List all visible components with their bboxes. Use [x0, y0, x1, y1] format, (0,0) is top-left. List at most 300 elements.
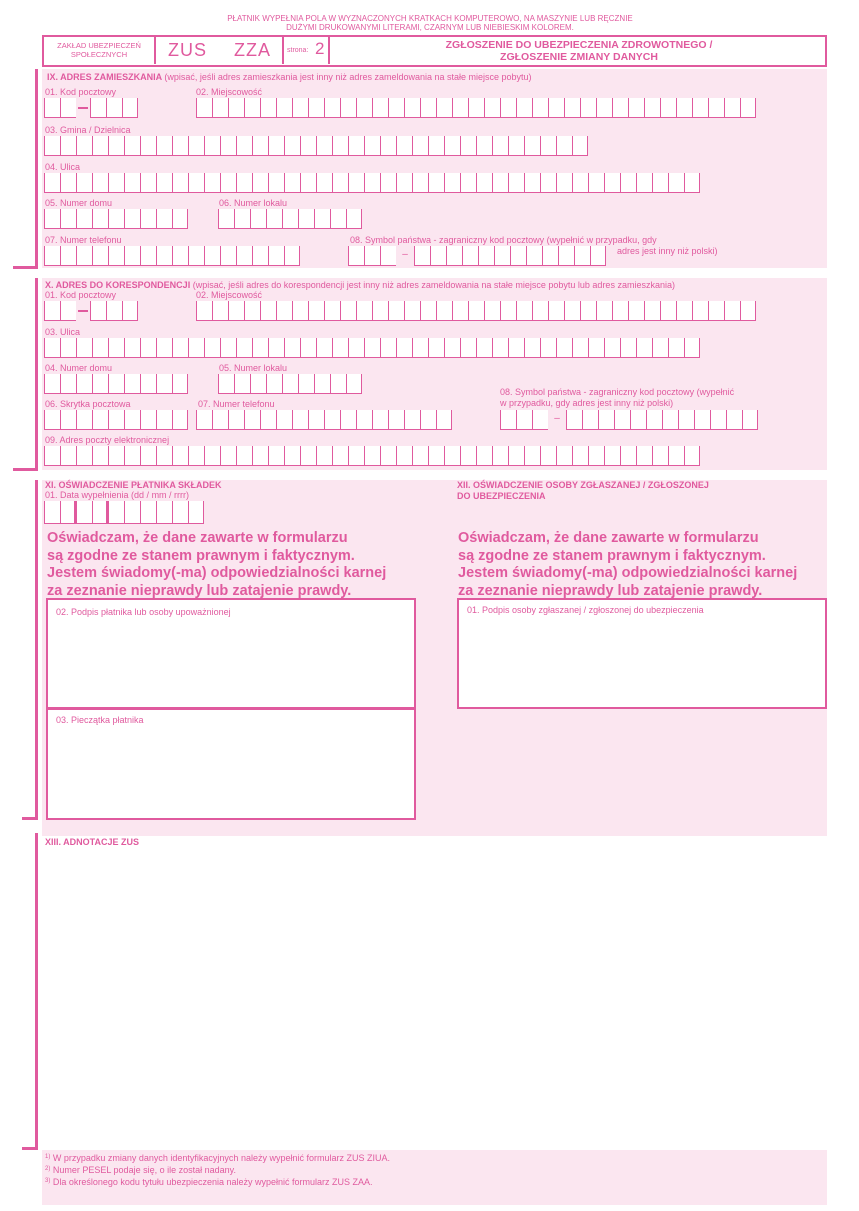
- cell[interactable]: [412, 173, 428, 193]
- cell[interactable]: [532, 301, 548, 321]
- cell[interactable]: [460, 446, 476, 466]
- cell[interactable]: [76, 374, 92, 394]
- cell[interactable]: [314, 209, 330, 229]
- cell[interactable]: [284, 173, 300, 193]
- cell[interactable]: [356, 98, 372, 118]
- cell[interactable]: [436, 301, 452, 321]
- cell[interactable]: [156, 338, 172, 358]
- cell[interactable]: [124, 338, 140, 358]
- cell[interactable]: [364, 446, 380, 466]
- cell[interactable]: [44, 246, 60, 266]
- cell[interactable]: [596, 301, 612, 321]
- cell[interactable]: [620, 173, 636, 193]
- cell[interactable]: [260, 98, 276, 118]
- cell[interactable]: [204, 246, 220, 266]
- cell[interactable]: [372, 301, 388, 321]
- cell[interactable]: [604, 446, 620, 466]
- cell[interactable]: [308, 410, 324, 430]
- cell[interactable]: [124, 374, 140, 394]
- cell[interactable]: [364, 338, 380, 358]
- cell[interactable]: [298, 209, 314, 229]
- cell[interactable]: [532, 98, 548, 118]
- cell[interactable]: [346, 209, 362, 229]
- cell[interactable]: [636, 338, 652, 358]
- cell[interactable]: [76, 209, 92, 229]
- cell[interactable]: [44, 136, 60, 156]
- cell[interactable]: [492, 136, 508, 156]
- cell[interactable]: [356, 410, 372, 430]
- cell[interactable]: [598, 410, 614, 430]
- cell[interactable]: [76, 501, 92, 524]
- cell[interactable]: [106, 301, 122, 321]
- cell[interactable]: [348, 173, 364, 193]
- cell[interactable]: [172, 136, 188, 156]
- cell[interactable]: [428, 173, 444, 193]
- cell[interactable]: [740, 301, 756, 321]
- cell[interactable]: [244, 410, 260, 430]
- cell[interactable]: [228, 98, 244, 118]
- cell[interactable]: [316, 446, 332, 466]
- cell[interactable]: [332, 338, 348, 358]
- cell[interactable]: [516, 98, 532, 118]
- cell[interactable]: [660, 98, 676, 118]
- cell[interactable]: [140, 410, 156, 430]
- cell[interactable]: [580, 301, 596, 321]
- cell[interactable]: [156, 410, 172, 430]
- cell[interactable]: [196, 301, 212, 321]
- cell[interactable]: [60, 446, 76, 466]
- cell[interactable]: [268, 446, 284, 466]
- cell[interactable]: [60, 374, 76, 394]
- cell[interactable]: [300, 136, 316, 156]
- cell[interactable]: [268, 338, 284, 358]
- cell[interactable]: [652, 446, 668, 466]
- cell[interactable]: [260, 301, 276, 321]
- s9-postal-code-field[interactable]: [44, 98, 138, 118]
- cell[interactable]: [172, 501, 188, 524]
- cell[interactable]: [380, 173, 396, 193]
- cell[interactable]: [172, 173, 188, 193]
- cell[interactable]: [92, 136, 108, 156]
- cell[interactable]: [580, 98, 596, 118]
- cell[interactable]: [106, 98, 122, 118]
- cell[interactable]: [268, 246, 284, 266]
- cell[interactable]: [236, 173, 252, 193]
- cell[interactable]: [92, 173, 108, 193]
- cell[interactable]: [740, 98, 756, 118]
- cell[interactable]: [60, 338, 76, 358]
- cell[interactable]: [388, 98, 404, 118]
- cell[interactable]: [204, 173, 220, 193]
- cell[interactable]: [542, 246, 558, 266]
- cell[interactable]: [628, 98, 644, 118]
- cell[interactable]: [724, 301, 740, 321]
- cell[interactable]: [44, 338, 60, 358]
- cell[interactable]: [380, 136, 396, 156]
- cell[interactable]: [76, 410, 92, 430]
- cell[interactable]: [332, 136, 348, 156]
- cell[interactable]: [356, 301, 372, 321]
- cell[interactable]: [92, 501, 108, 524]
- cell[interactable]: [244, 301, 260, 321]
- cell[interactable]: [588, 338, 604, 358]
- cell[interactable]: [90, 301, 106, 321]
- cell[interactable]: [446, 246, 462, 266]
- cell[interactable]: [316, 173, 332, 193]
- cell[interactable]: [692, 301, 708, 321]
- cell[interactable]: [348, 338, 364, 358]
- cell[interactable]: [492, 446, 508, 466]
- cell[interactable]: [404, 98, 420, 118]
- cell[interactable]: [396, 173, 412, 193]
- cell[interactable]: [122, 301, 138, 321]
- s11-date-field[interactable]: [44, 501, 204, 524]
- cell[interactable]: [124, 136, 140, 156]
- cell[interactable]: [308, 301, 324, 321]
- cell[interactable]: [44, 173, 60, 193]
- cell[interactable]: [124, 446, 140, 466]
- cell[interactable]: [478, 246, 494, 266]
- cell[interactable]: [188, 246, 204, 266]
- cell[interactable]: [124, 246, 140, 266]
- cell[interactable]: [460, 136, 476, 156]
- cell[interactable]: [668, 338, 684, 358]
- cell[interactable]: [60, 136, 76, 156]
- cell[interactable]: [92, 374, 108, 394]
- cell[interactable]: [92, 246, 108, 266]
- cell[interactable]: [108, 374, 124, 394]
- s9-city-field[interactable]: [196, 98, 756, 118]
- cell[interactable]: [572, 173, 588, 193]
- cell[interactable]: [684, 446, 700, 466]
- cell[interactable]: [500, 98, 516, 118]
- cell[interactable]: [494, 246, 510, 266]
- cell[interactable]: [172, 209, 188, 229]
- cell[interactable]: [140, 173, 156, 193]
- cell[interactable]: [90, 98, 106, 118]
- cell[interactable]: [556, 338, 572, 358]
- cell[interactable]: [428, 136, 444, 156]
- cell[interactable]: [484, 301, 500, 321]
- cell[interactable]: [346, 374, 362, 394]
- cell[interactable]: [684, 173, 700, 193]
- cell[interactable]: [284, 136, 300, 156]
- cell[interactable]: [476, 136, 492, 156]
- cell[interactable]: [468, 98, 484, 118]
- cell[interactable]: [76, 173, 92, 193]
- cell[interactable]: [526, 246, 542, 266]
- cell[interactable]: [460, 338, 476, 358]
- cell[interactable]: [412, 338, 428, 358]
- cell[interactable]: [44, 301, 60, 321]
- cell[interactable]: [452, 98, 468, 118]
- cell[interactable]: [76, 446, 92, 466]
- s10-apartment-no-field[interactable]: [218, 374, 362, 394]
- cell[interactable]: [460, 173, 476, 193]
- cell[interactable]: [212, 301, 228, 321]
- cell[interactable]: [612, 98, 628, 118]
- cell[interactable]: [268, 136, 284, 156]
- cell[interactable]: [60, 209, 76, 229]
- cell[interactable]: [596, 98, 612, 118]
- cell[interactable]: [108, 446, 124, 466]
- cell[interactable]: [444, 136, 460, 156]
- cell[interactable]: [364, 246, 380, 266]
- cell[interactable]: [236, 338, 252, 358]
- cell[interactable]: [412, 446, 428, 466]
- cell[interactable]: [188, 136, 204, 156]
- cell[interactable]: [44, 501, 60, 524]
- s10-postal-code-field[interactable]: [44, 301, 138, 321]
- cell[interactable]: [284, 338, 300, 358]
- cell[interactable]: [220, 136, 236, 156]
- cell[interactable]: [172, 338, 188, 358]
- cell[interactable]: [308, 98, 324, 118]
- cell[interactable]: [532, 410, 548, 430]
- cell[interactable]: [668, 446, 684, 466]
- cell[interactable]: [412, 136, 428, 156]
- cell[interactable]: [430, 246, 446, 266]
- cell[interactable]: [620, 338, 636, 358]
- cell[interactable]: [556, 173, 572, 193]
- cell[interactable]: [250, 209, 266, 229]
- cell[interactable]: [524, 136, 540, 156]
- cell[interactable]: [508, 136, 524, 156]
- cell[interactable]: [572, 338, 588, 358]
- cell[interactable]: [668, 173, 684, 193]
- cell[interactable]: [436, 98, 452, 118]
- cell[interactable]: [428, 338, 444, 358]
- cell[interactable]: [76, 136, 92, 156]
- cell[interactable]: [172, 410, 188, 430]
- cell[interactable]: [678, 410, 694, 430]
- cell[interactable]: [156, 246, 172, 266]
- cell[interactable]: [298, 374, 314, 394]
- s10-po-box-field[interactable]: [44, 410, 188, 430]
- cell[interactable]: [644, 301, 660, 321]
- cell[interactable]: [508, 173, 524, 193]
- cell[interactable]: [444, 338, 460, 358]
- cell[interactable]: [492, 173, 508, 193]
- cell[interactable]: [348, 246, 364, 266]
- cell[interactable]: [590, 246, 606, 266]
- cell[interactable]: [316, 136, 332, 156]
- cell[interactable]: [140, 338, 156, 358]
- cell[interactable]: [484, 98, 500, 118]
- cell[interactable]: [300, 173, 316, 193]
- cell[interactable]: [508, 338, 524, 358]
- cell[interactable]: [330, 374, 346, 394]
- cell[interactable]: [284, 246, 300, 266]
- cell[interactable]: [292, 301, 308, 321]
- cell[interactable]: [252, 173, 268, 193]
- cell[interactable]: [124, 410, 140, 430]
- cell[interactable]: [708, 98, 724, 118]
- s10-city-field[interactable]: [196, 301, 756, 321]
- cell[interactable]: [204, 446, 220, 466]
- cell[interactable]: [644, 98, 660, 118]
- cell[interactable]: [572, 446, 588, 466]
- cell[interactable]: [652, 338, 668, 358]
- cell[interactable]: [340, 301, 356, 321]
- cell[interactable]: [44, 410, 60, 430]
- cell[interactable]: [388, 410, 404, 430]
- cell[interactable]: [140, 501, 156, 524]
- s10-phone-field[interactable]: [196, 410, 452, 430]
- cell[interactable]: [268, 173, 284, 193]
- cell[interactable]: [372, 410, 388, 430]
- cell[interactable]: [44, 98, 60, 118]
- cell[interactable]: [188, 501, 204, 524]
- cell[interactable]: [614, 410, 630, 430]
- s9-house-no-field[interactable]: [44, 209, 188, 229]
- cell[interactable]: [510, 246, 526, 266]
- cell[interactable]: [44, 374, 60, 394]
- cell[interactable]: [140, 246, 156, 266]
- cell[interactable]: [60, 98, 76, 118]
- cell[interactable]: [724, 98, 740, 118]
- cell[interactable]: [558, 246, 574, 266]
- cell[interactable]: [108, 410, 124, 430]
- cell[interactable]: [340, 98, 356, 118]
- cell[interactable]: [604, 173, 620, 193]
- cell[interactable]: [204, 338, 220, 358]
- s9-commune-field[interactable]: [44, 136, 588, 156]
- s9-phone-field[interactable]: [44, 246, 300, 266]
- cell[interactable]: [204, 136, 220, 156]
- cell[interactable]: [266, 209, 282, 229]
- cell[interactable]: [60, 173, 76, 193]
- cell[interactable]: [420, 410, 436, 430]
- cell[interactable]: [492, 338, 508, 358]
- cell[interactable]: [566, 410, 582, 430]
- cell[interactable]: [396, 446, 412, 466]
- cell[interactable]: [388, 301, 404, 321]
- cell[interactable]: [60, 301, 76, 321]
- cell[interactable]: [524, 446, 540, 466]
- cell[interactable]: [332, 446, 348, 466]
- cell[interactable]: [676, 301, 692, 321]
- cell[interactable]: [540, 136, 556, 156]
- cell[interactable]: [396, 136, 412, 156]
- cell[interactable]: [444, 446, 460, 466]
- cell[interactable]: [156, 136, 172, 156]
- cell[interactable]: [380, 246, 396, 266]
- cell[interactable]: [332, 173, 348, 193]
- s12-signature-box[interactable]: [457, 598, 827, 709]
- cell[interactable]: [540, 446, 556, 466]
- s10-email-field[interactable]: [44, 446, 700, 466]
- cell[interactable]: [172, 246, 188, 266]
- cell[interactable]: [276, 410, 292, 430]
- cell[interactable]: [92, 410, 108, 430]
- cell[interactable]: [252, 136, 268, 156]
- cell[interactable]: [124, 209, 140, 229]
- cell[interactable]: [462, 246, 478, 266]
- cell[interactable]: [172, 374, 188, 394]
- cell[interactable]: [124, 501, 140, 524]
- cell[interactable]: [108, 209, 124, 229]
- s10-foreign-code-field[interactable]: [500, 410, 758, 430]
- cell[interactable]: [556, 446, 572, 466]
- cell[interactable]: [60, 501, 76, 524]
- cell[interactable]: [212, 98, 228, 118]
- cell[interactable]: [316, 338, 332, 358]
- cell[interactable]: [76, 246, 92, 266]
- cell[interactable]: [124, 173, 140, 193]
- cell[interactable]: [228, 410, 244, 430]
- cell[interactable]: [646, 410, 662, 430]
- cell[interactable]: [540, 173, 556, 193]
- cell[interactable]: [252, 338, 268, 358]
- cell[interactable]: [330, 209, 346, 229]
- cell[interactable]: [108, 501, 124, 524]
- cell[interactable]: [276, 301, 292, 321]
- cell[interactable]: [726, 410, 742, 430]
- cell[interactable]: [404, 301, 420, 321]
- cell[interactable]: [234, 209, 250, 229]
- cell[interactable]: [324, 410, 340, 430]
- cell[interactable]: [324, 301, 340, 321]
- cell[interactable]: [300, 338, 316, 358]
- cell[interactable]: [548, 98, 564, 118]
- cell[interactable]: [620, 446, 636, 466]
- cell[interactable]: [604, 338, 620, 358]
- cell[interactable]: [92, 446, 108, 466]
- cell[interactable]: [196, 410, 212, 430]
- cell[interactable]: [508, 446, 524, 466]
- cell[interactable]: [44, 209, 60, 229]
- cell[interactable]: [140, 209, 156, 229]
- cell[interactable]: [314, 374, 330, 394]
- s10-house-no-field[interactable]: [44, 374, 188, 394]
- cell[interactable]: [244, 98, 260, 118]
- cell[interactable]: [380, 338, 396, 358]
- cell[interactable]: [276, 98, 292, 118]
- cell[interactable]: [156, 173, 172, 193]
- cell[interactable]: [564, 301, 580, 321]
- cell[interactable]: [212, 410, 228, 430]
- cell[interactable]: [228, 301, 244, 321]
- cell[interactable]: [500, 301, 516, 321]
- cell[interactable]: [572, 136, 588, 156]
- cell[interactable]: [292, 410, 308, 430]
- cell[interactable]: [220, 173, 236, 193]
- cell[interactable]: [282, 374, 298, 394]
- cell[interactable]: [662, 410, 678, 430]
- cell[interactable]: [612, 301, 628, 321]
- cell[interactable]: [476, 173, 492, 193]
- cell[interactable]: [710, 410, 726, 430]
- cell[interactable]: [92, 209, 108, 229]
- cell[interactable]: [676, 98, 692, 118]
- cell[interactable]: [694, 410, 710, 430]
- cell[interactable]: [476, 446, 492, 466]
- cell[interactable]: [108, 338, 124, 358]
- cell[interactable]: [708, 301, 724, 321]
- cell[interactable]: [236, 136, 252, 156]
- cell[interactable]: [468, 301, 484, 321]
- cell[interactable]: [220, 338, 236, 358]
- cell[interactable]: [220, 246, 236, 266]
- cell[interactable]: [348, 446, 364, 466]
- cell[interactable]: [556, 136, 572, 156]
- cell[interactable]: [260, 410, 276, 430]
- cell[interactable]: [188, 173, 204, 193]
- s9-street-field[interactable]: [44, 173, 700, 193]
- cell[interactable]: [436, 410, 452, 430]
- cell[interactable]: [540, 338, 556, 358]
